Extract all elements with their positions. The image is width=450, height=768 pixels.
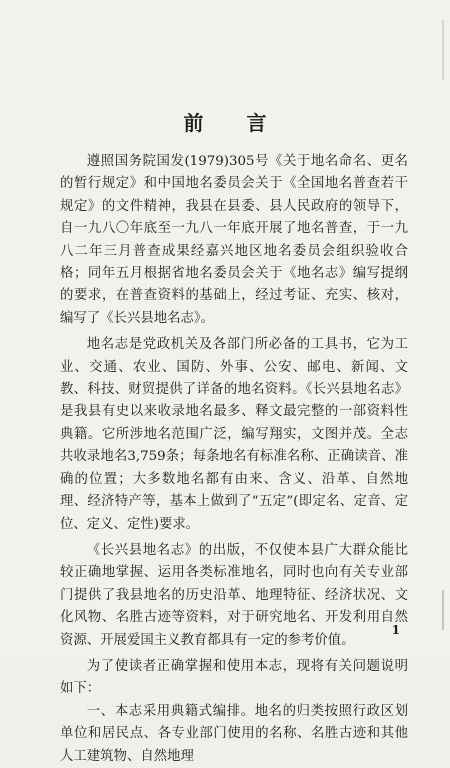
paragraph-3: 《长兴县地名志》的出版，不仅使本县广大群众能比较正确地掌握、运用各类标准地名，同时也向有关专业部门提供了我县地名的历史沿革、地理特征、经济状况、文化风物、名胜古迹等资料，对于研究地名、开发利用自然资源、开展爱国主义教育都具有一定的参考价值。: [60, 542, 408, 648]
paragraph-5: 一、本志采用典籍式编排。地名的归类按照行政区划单位和居民点、各专业部门使用的名称、名胜古迹和其他人工建筑物、自然地理: [60, 703, 408, 764]
body-text: [60, 151, 408, 768]
scan-edge-mark: [442, 20, 444, 80]
paragraph-4: 为了使读者正确掌握和使用本志，现将有关问题说明如下：: [60, 658, 408, 697]
page-title: 前 言: [183, 111, 285, 135]
paragraph-1: 遵照国务院国发(1979)305号《关于地名命名、更名的暂行规定》和中国地名委员会关于《全国地名普查若干规定》的文件精神，我县在县委、县人民政府的领导下，自一九八〇年底至一九八一年底开展了地名普查，于一九八二年三月普查成果经嘉兴地区地名委员会组织验收合格；同年五月根据省地名委员会关于《地名志》编写提纲的要求，在普查资料的基础上，经过考证、充实、核对，编写了《长兴县地名志》。: [60, 154, 408, 326]
paragraph-2: 地名志是党政机关及各部门所必备的工具书，它为工业、交通、农业、国防、外事、公安、邮电、新闻、文教、科技、财贸提供了详备的地名资料。《长兴县地名志》是我县有史以来收录地名最多、释文最完整的一部资料性典籍。它所涉地名范围广泛，编写翔实，文图并茂。全志共收录地名3,759条；每条地名有标准名称、正确读音、准确的位置；大多数地名都有由来、含义、沿革、自然地理、经济特产等，基本上做到了“五定”(即定名、定音、定位、定义、定性)要求。: [60, 337, 408, 532]
scan-edge-mark: [442, 590, 444, 630]
page-number: 1: [391, 623, 400, 637]
